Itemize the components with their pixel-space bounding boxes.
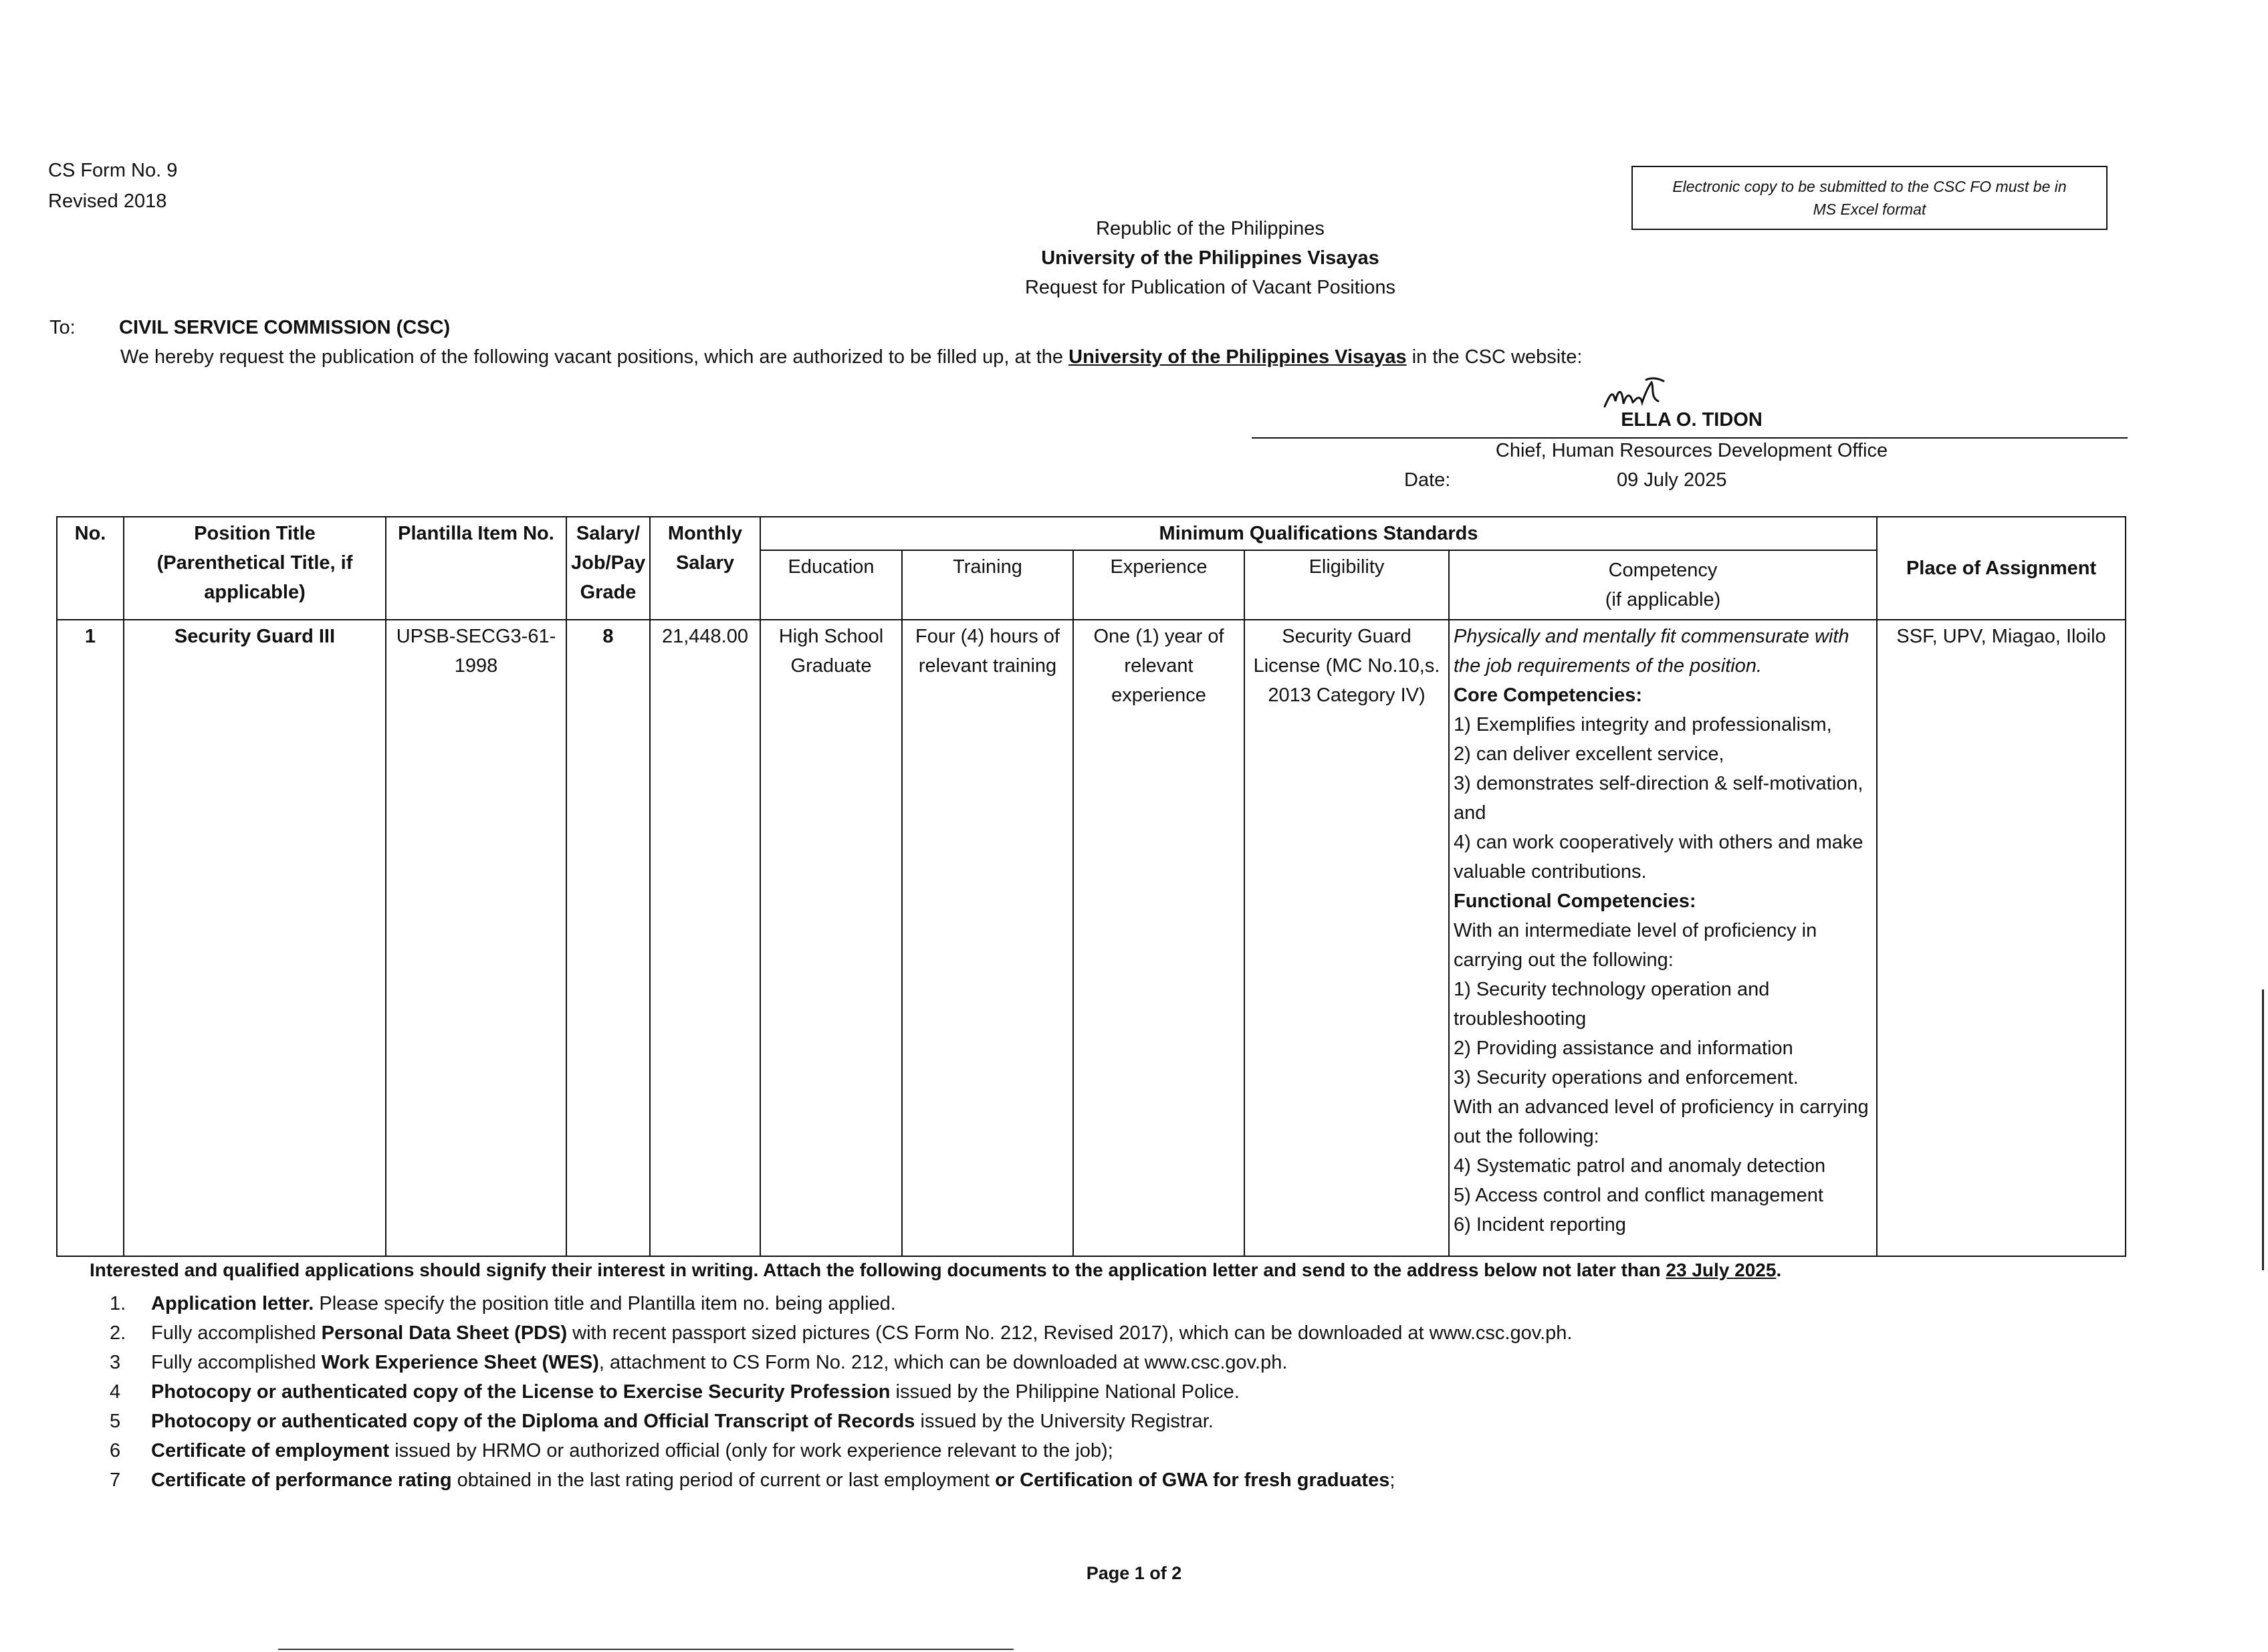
signatory-name: ELLA O. TIDON (1621, 409, 1763, 431)
date-value: 09 July 2025 (1617, 469, 1727, 491)
header-position-title-main: Position Title (194, 523, 316, 544)
core-item: 3) demonstrates self-direction & self-motivation, and (1454, 773, 1863, 824)
requirement-bold: Photocopy or authenticated copy of the License to Exercise Security Profession (151, 1381, 891, 1403)
form-identifier (48, 155, 177, 217)
cell-place-of-assignment: SSF, UPV, Miagao, Iloilo (1877, 620, 2126, 1256)
header-competency (1449, 550, 1877, 620)
header-training: Training (902, 550, 1073, 620)
university-name: University of the Philippines Visayas (1041, 247, 1379, 269)
signature-line (1252, 437, 2128, 439)
requirement-text: issued by HRMO or authorized official (only for work experience relevant to the job); (389, 1440, 1113, 1461)
header-no: No. (57, 517, 124, 620)
requirement-bold: Personal Data Sheet (PDS) (321, 1322, 568, 1344)
core-item: 2) can deliver excellent service, (1454, 743, 1724, 765)
cell-eligibility: Security Guard License (MC No.10,s. 2013 Category IV) (1244, 620, 1449, 1256)
requirement-bold: Application letter. (151, 1293, 314, 1314)
requirement-pre: Fully accomplished (151, 1322, 322, 1344)
signature-initials (1598, 374, 1678, 415)
scan-edge-line (2262, 989, 2264, 1270)
intro-agency: University of the Philippines Visayas (1068, 346, 1407, 368)
requirement-number: 1. (110, 1293, 126, 1314)
page-number: Page 1 of 2 (1086, 1563, 1182, 1583)
list-item (100, 1377, 1572, 1407)
cell-competency (1449, 620, 1877, 1256)
core-competencies-title: Core Competencies: (1454, 685, 1643, 706)
intermediate-item: 3) Security operations and enforcement. (1454, 1067, 1799, 1088)
date-label: Date: (1404, 469, 1451, 491)
requirement-bold-2: or Certification of GWA for fresh graduates (995, 1469, 1390, 1491)
header-plantilla: Plantilla Item No. (386, 517, 566, 620)
cell-education: High School Graduate (760, 620, 902, 1256)
addressee-line (49, 317, 450, 339)
addressee-name: CIVIL SERVICE COMMISSION (CSC) (119, 317, 451, 338)
requirement-bold: Certificate of employment (151, 1440, 390, 1461)
core-item: 1) Exemplifies integrity and professionalism, (1454, 714, 1832, 735)
header-education: Education (760, 550, 902, 620)
application-deadline: 23 July 2025 (1666, 1260, 1777, 1280)
requirement-text: issued by the Philippine National Police. (890, 1381, 1240, 1403)
header-mqs: Minimum Qualifications Standards (760, 517, 1877, 550)
cell-plantilla: UPSB-SECG3-61-1998 (386, 620, 566, 1256)
form-number: CS Form No. 9 (48, 160, 178, 181)
bottom-scan-line (278, 1649, 1014, 1650)
intro-before: We hereby request the publication of the following vacant positions, which are authorized to be filled up, at the (120, 346, 1069, 368)
vacant-positions-table (56, 516, 2126, 1257)
header-competency-sub: (if applicable) (1605, 589, 1721, 610)
form-revision: Revised 2018 (48, 191, 167, 212)
header-position-title (124, 517, 386, 620)
intermediate-item: 2) Providing assistance and information (1454, 1038, 1793, 1059)
signatory-title: Chief, Human Resources Development Office (1495, 440, 1888, 461)
requirements-list (100, 1289, 1572, 1495)
cell-training: Four (4) hours of relevant training (902, 620, 1073, 1256)
advanced-item: 6) Incident reporting (1454, 1214, 1626, 1235)
intermediate-intro: With an intermediate level of proficiency in carrying out the following: (1454, 920, 1817, 971)
requirement-number: 3 (110, 1352, 121, 1373)
list-item (100, 1289, 1572, 1318)
requirement-number: 7 (110, 1469, 121, 1491)
request-statement (120, 346, 1582, 368)
document-header (802, 214, 1618, 302)
requirement-pre: Fully accomplished (151, 1352, 322, 1373)
cell-experience: One (1) year of relevant experience (1073, 620, 1244, 1256)
notice-line-2: MS Excel format (1813, 201, 1926, 218)
instructions-text: Interested and qualified applications should signify their interest in writing. Attach the following documents to the application letter and send to the address below not later than (90, 1260, 1666, 1280)
instructions-end: . (1776, 1260, 1782, 1280)
advanced-item: 4) Systematic patrol and anomaly detection (1454, 1155, 1826, 1177)
requirement-number: 5 (110, 1411, 121, 1432)
requirement-text: Please specify the position title and Plantilla item no. being applied. (314, 1293, 896, 1314)
requirement-text: , attachment to CS Form No. 212, which can be downloaded at www.csc.gov.ph. (598, 1352, 1288, 1373)
cell-monthly-salary: 21,448.00 (650, 620, 760, 1256)
requirement-text: issued by the University Registrar. (915, 1411, 1214, 1432)
requirement-bold: Work Experience Sheet (WES) (321, 1352, 599, 1373)
requirement-text-2: ; (1389, 1469, 1395, 1491)
document-subject: Request for Publication of Vacant Positions (1024, 277, 1395, 298)
requirement-number: 4 (110, 1381, 121, 1403)
intro-after: in the CSC website: (1406, 346, 1583, 368)
notice-line-1: Electronic copy to be submitted to the CSC FO must be in (1672, 178, 2067, 195)
header-monthly-salary: Monthly Salary (650, 517, 760, 620)
header-salary-grade: Salary/ Job/Pay Grade (566, 517, 650, 620)
to-label: To: (49, 317, 76, 338)
requirement-number: 6 (110, 1440, 121, 1461)
requirement-bold: Photocopy or authenticated copy of the Diploma and Official Transcript of Records (151, 1411, 915, 1432)
cell-position-title: Security Guard III (124, 620, 386, 1256)
header-position-title-sub: (Parenthetical Title, if applicable) (156, 552, 353, 603)
intermediate-item: 1) Security technology operation and troubleshooting (1454, 979, 1770, 1030)
core-item: 4) can work cooperatively with others and make valuable contributions. (1454, 832, 1863, 882)
header-place-of-assignment: Place of Assignment (1877, 517, 2126, 620)
cell-no: 1 (57, 620, 124, 1256)
list-item (100, 1436, 1572, 1465)
list-item (100, 1318, 1572, 1348)
requirement-number: 2. (110, 1322, 126, 1344)
advanced-intro: With an advanced level of proficiency in carrying out the following: (1454, 1096, 1869, 1147)
list-item (100, 1407, 1572, 1436)
excel-format-notice (1631, 166, 2108, 230)
requirement-text: obtained in the last rating period of current or last employment (451, 1469, 996, 1491)
header-experience: Experience (1073, 550, 1244, 620)
republic-line: Republic of the Philippines (1096, 218, 1325, 239)
advanced-item: 5) Access control and conflict management (1454, 1185, 1823, 1206)
table-row (57, 620, 2126, 1256)
application-instructions (90, 1260, 1781, 1281)
competency-intro: Physically and mentally fit commensurate with the job requirements of the position. (1454, 626, 1849, 677)
cell-salary-grade: 8 (566, 620, 650, 1256)
header-competency-main: Competency (1608, 560, 1718, 581)
requirement-text: with recent passport sized pictures (CS Form No. 212, Revised 2017), which can be downloaded at www.csc.gov.ph. (567, 1322, 1573, 1344)
header-eligibility: Eligibility (1244, 550, 1449, 620)
requirement-bold: Certificate of performance rating (151, 1469, 452, 1491)
list-item (100, 1348, 1572, 1377)
functional-competencies-title: Functional Competencies: (1454, 891, 1696, 912)
list-item (100, 1465, 1572, 1495)
